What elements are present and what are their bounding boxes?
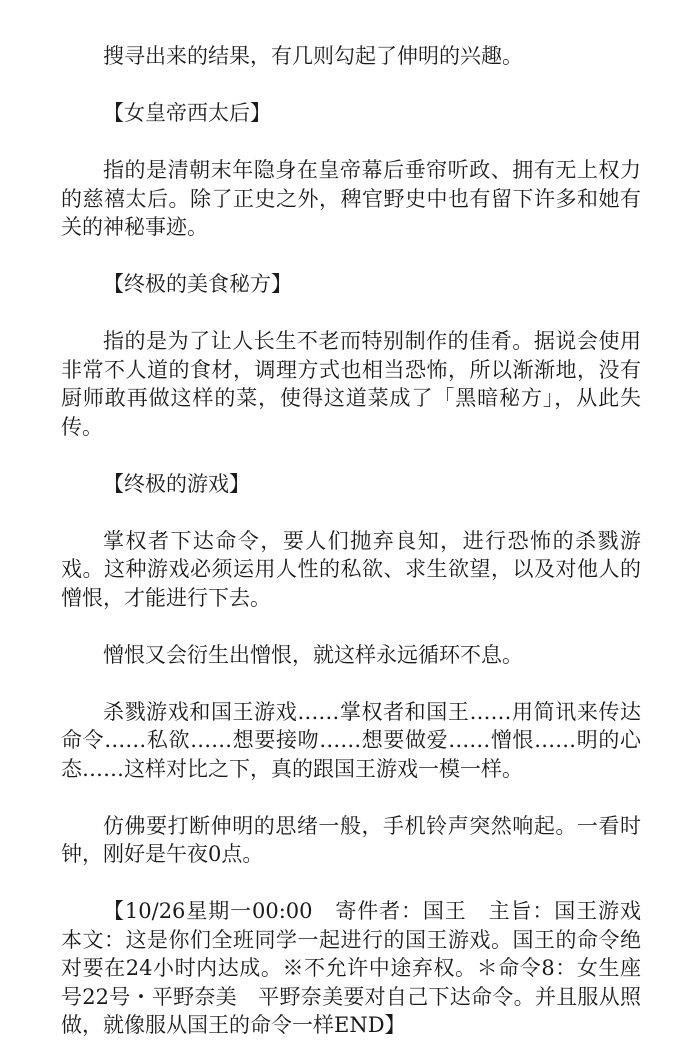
paragraph: 掌权者下达命令，要人们抛弃良知，进行恐怖的杀戮游戏。这种游戏必须运用人性的私欲、求生欲望，以及对他人的憎恨，才能进行下去。 bbox=[61, 528, 641, 610]
paragraph: 憎恨又会衍生出憎恨，就这样永远循环不息。 bbox=[103, 642, 523, 667]
paragraph: 仿佛要打断伸明的思绪一般，手机铃声突然响起。一看时钟，刚好是午夜0点。 bbox=[61, 813, 641, 866]
section-heading: 【终极的游戏】 bbox=[103, 471, 250, 496]
section-heading: 【女皇帝西太后】 bbox=[103, 101, 271, 125]
document-body bbox=[61, 42, 662, 1040]
paragraph: 指的是为了让人长生不老而特别制作的佳肴。据说会使用非常不人道的食材，调理方式也相当恐怖，所以渐渐地，没有厨师敢再做这样的菜，使得这道菜成了「黑暗秘方」，从此失传。 bbox=[61, 329, 641, 439]
paragraph: 指的是清朝末年隐身在皇帝幕后垂帘听政、拥有无上权力的慈禧太后。除了正史之外，稗官野史中也有留下许多和她有关的神秘事迹。 bbox=[61, 158, 641, 239]
paragraph: 杀戮游戏和国王游戏……掌权者和国王……用简讯来传达命令……私欲……想要接吻……想要做爱……憎恨……明的心态……这样对比之下，真的跟国王游戏一模一样。 bbox=[61, 699, 641, 781]
paragraph: 搜寻出来的结果，有几则勾起了伸明的兴趣。 bbox=[103, 44, 523, 68]
section-heading: 【终极的美食秘方】 bbox=[103, 272, 292, 296]
message-block: 【10/26星期一00:00 寄件者：国王 主旨：国王游戏 本文：这是你们全班同学一起进行的国王游戏。国王的命令绝对要在24小时内达成。※不允许中途弃权。＊命令8：女生座号22号・平野奈美 平野奈美要对自己下达命令。并且服从照做，就像服从国王的命令一样END】 bbox=[61, 899, 662, 1037]
